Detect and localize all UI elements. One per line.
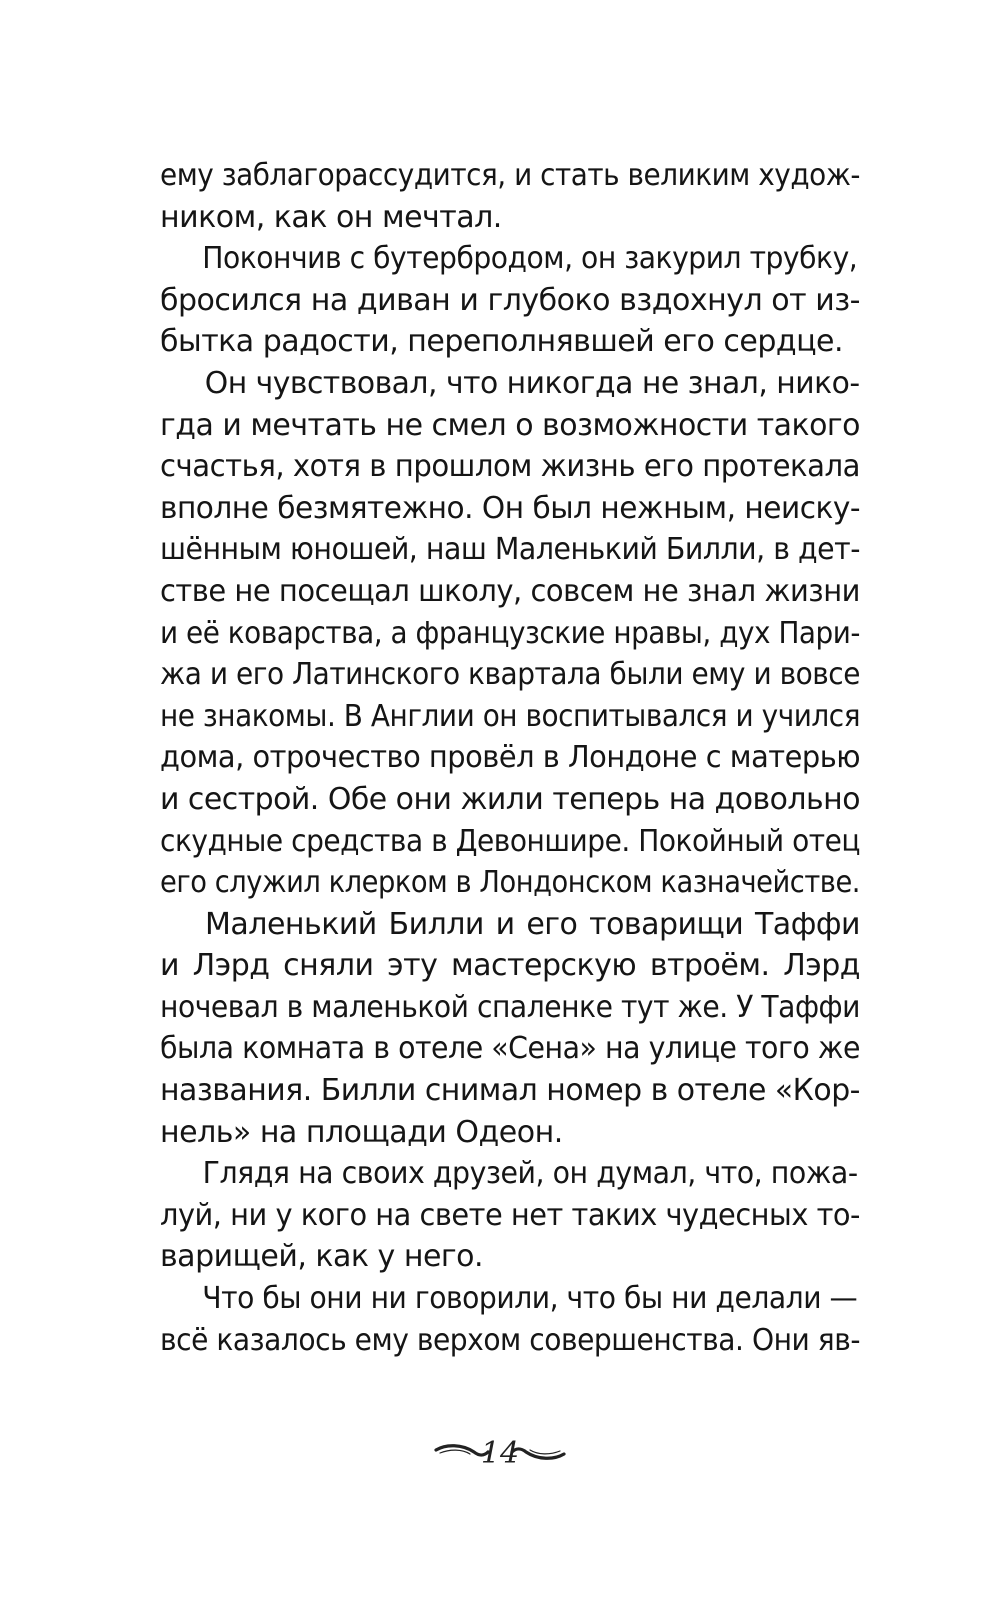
- text-line: ночевал в маленькой спаленке тут же. У Таффи: [160, 989, 861, 1025]
- text-line: Глядя на своих друзей, он думал, что, пожа-: [202, 1156, 858, 1192]
- text-line: не знакомы. В Англии он воспитывался и учился: [160, 698, 861, 734]
- text-line: счастья, хотя в прошлом жизнь его протекала: [160, 449, 861, 485]
- text-line: нель» на площади Одеон.: [160, 1114, 563, 1150]
- text-line: бросился на диван и глубоко вздохнул от из-: [160, 282, 860, 318]
- text-line: шённым юношей, наш Маленький Билли, в дет-: [160, 532, 860, 568]
- text-line: скудные средства в Девоншире. Покойный отец: [160, 823, 861, 859]
- text-line: Маленький Билли и его товарищи Таффи: [205, 906, 860, 942]
- text-line: названия. Билли снимал номер в отеле «Кор-: [160, 1073, 860, 1109]
- text-line: была комната в отеле «Сена» на улице того же: [160, 1031, 860, 1067]
- text-line: дома, отрочество провёл в Лондоне с матерью: [160, 740, 861, 776]
- text-line: ему заблагорассудится, и стать великим худож-: [160, 158, 861, 193]
- text-line: гда и мечтать не смел о возможности такого: [160, 407, 860, 443]
- text-line: и Лэрд сняли эту мастерскую втроём. Лэрд: [160, 948, 860, 984]
- text-line: Что бы они ни говорили, что бы ни делали —: [202, 1281, 858, 1317]
- page-number: 14: [480, 1436, 520, 1471]
- text-line: и её коварства, а французские нравы, дух Пари-: [160, 615, 861, 651]
- page-footer: [0, 1430, 1000, 1478]
- body-text: [160, 155, 860, 1361]
- text-line: вполне безмятежно. Он был нежным, неиску-: [160, 490, 861, 526]
- text-line: Он чувствовал, что никогда не знал, нико-: [204, 365, 860, 401]
- text-line: варищей, как у него.: [160, 1239, 484, 1275]
- text-line: ником, как он мечтал.: [160, 199, 502, 235]
- text-line: и сестрой. Обе они жили теперь на довольно: [160, 781, 860, 817]
- text-line: всё казалось ему верхом совершенства. Они яв-: [160, 1322, 860, 1358]
- text-line: стве не посещал школу, совсем не знал жизни: [160, 573, 860, 609]
- text-line: бытка радости, переполнявшей его сердце.: [160, 324, 844, 360]
- text-line: жа и его Латинского квартала были ему и вовсе: [160, 657, 860, 693]
- text-line: его служил клерком в Лондонском казначействе.: [160, 865, 861, 901]
- text-line: Покончив с бутербродом, он закурил трубку,: [202, 241, 858, 277]
- text-line: луй, ни у кого на свете нет таких чудесных то-: [160, 1197, 860, 1233]
